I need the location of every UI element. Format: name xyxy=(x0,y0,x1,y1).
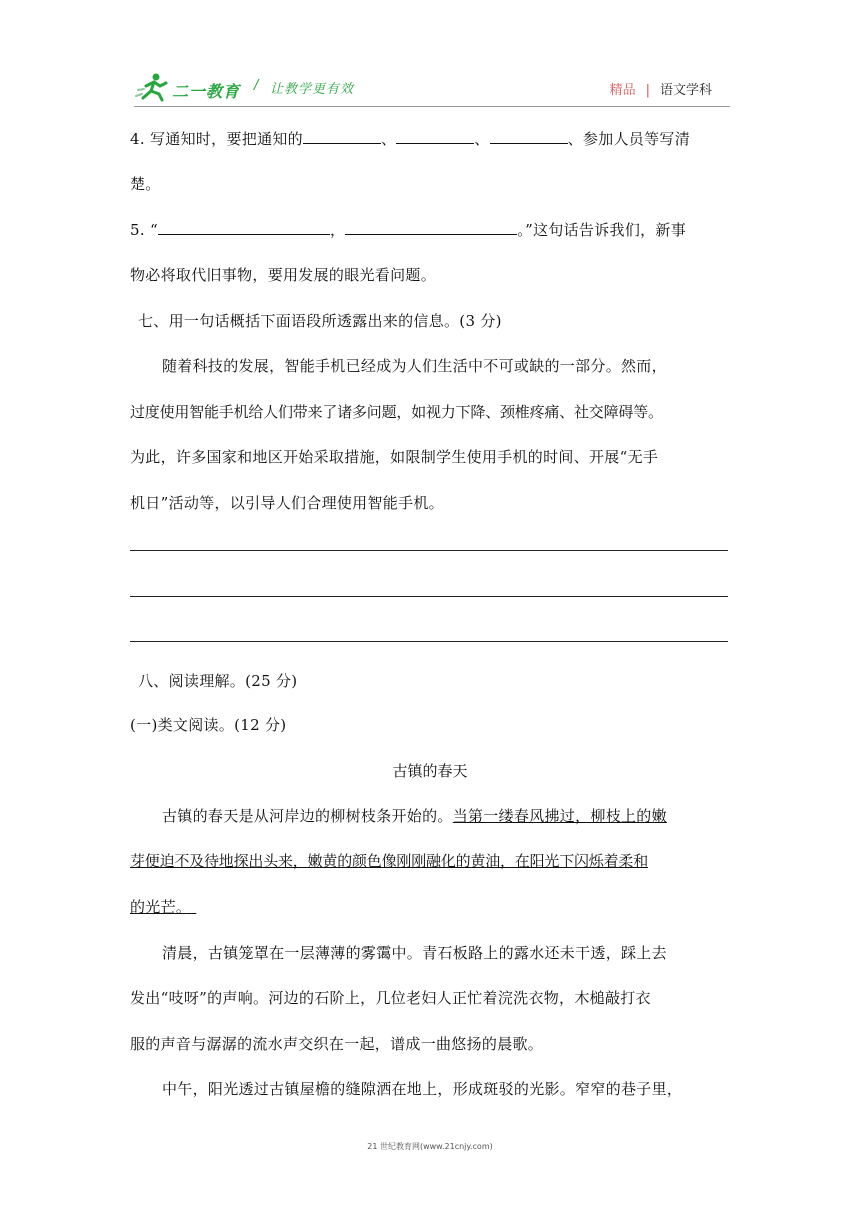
tag-quality: 精品 xyxy=(609,83,636,98)
q4-text-start: 4. 写通知时，要把通知的 xyxy=(130,130,303,148)
q5-mid: ， xyxy=(329,221,346,239)
q4-sep-1: 、 xyxy=(380,130,397,148)
article-p2-line: 服的声音与潺潺的流水声交织在一起，谱成一曲悠扬的晨歌。 xyxy=(130,1035,544,1053)
header-slash: / xyxy=(254,78,259,93)
section-7-para-line: 为此，许多国家和地区开始采取措施，如限制学生使用手机的时间、开展“无手 xyxy=(130,448,659,466)
p1-underlined-text: 当第一缕春风拂过，柳枝上的嫩 xyxy=(452,807,667,825)
article-p2-line: 清晨，古镇笼罩在一层薄薄的雾霭中。青石板路上的露水还未干透，踩上去 xyxy=(162,944,667,962)
article-p3-line: 中午，阳光透过古镇屋檐的缝隙洒在地上，形成斑驳的光影。窄窄的巷子里， xyxy=(162,1080,683,1098)
question-5-line-2: 物必将取代旧事物，要用发展的眼光看问题。 xyxy=(130,266,437,284)
article-p1-line-1 xyxy=(162,805,762,826)
q4-blank-1[interactable] xyxy=(303,129,381,144)
tag-separator: | xyxy=(645,83,650,98)
article-p1-line-2: 芽便迫不及待地探出头来，嫩黄的颜色像刚刚融化的黄油，在阳光下闪烁着柔和 xyxy=(130,852,649,870)
answer-line[interactable] xyxy=(130,550,728,551)
question-5-line-1 xyxy=(130,219,730,240)
q5-blank-1[interactable] xyxy=(158,220,330,235)
subject-tag xyxy=(610,79,712,98)
article-title: 古镇的春天 xyxy=(392,762,468,780)
answer-line[interactable] xyxy=(130,596,728,597)
logo-text: 二一教育 xyxy=(172,82,241,101)
q5-blank-2[interactable] xyxy=(345,220,517,235)
runner-logo-icon xyxy=(134,72,174,102)
answer-line[interactable] xyxy=(130,641,728,642)
tag-subject: 语文学科 xyxy=(659,83,712,98)
page-header xyxy=(134,70,730,107)
p1-underlined-text: 的光芒。 xyxy=(130,898,192,916)
logo xyxy=(134,72,246,102)
article-p2-line: 发出“吱呀”的声响。河边的石阶上，几位老妇人正忙着浣洗衣物，木槌敲打衣 xyxy=(130,989,651,1007)
page-footer: 21 世纪教育网(www.21cnjy.com) xyxy=(367,1142,493,1151)
section-8-subheading: (一)类文阅读。(12 分) xyxy=(130,716,287,734)
q5-end: 。”这句话告诉我们，新事 xyxy=(517,221,687,239)
header-slogan: 让教学更有效 xyxy=(270,82,355,97)
q4-blank-2[interactable] xyxy=(396,129,474,144)
section-8-heading: 八、阅读理解。(25 分) xyxy=(138,672,298,690)
section-7-heading: 七、用一句话概括下面语段所透露出来的信息。(3 分) xyxy=(138,312,502,330)
question-4-line-2: 楚。 xyxy=(130,175,161,193)
section-7-para-line: 随着科技的发展，智能手机已经成为人们生活中不可或缺的一部分。然而， xyxy=(162,357,667,375)
article-p1-line-3 xyxy=(130,896,730,917)
section-7-para-line: 过度使用智能手机给人们带来了诸多问题，如视力下降、颈椎疼痛、社交障碍等。 xyxy=(130,403,663,421)
q4-blank-3[interactable] xyxy=(490,129,568,144)
section-7-para-line: 机日”活动等，以引导人们合理使用智能手机。 xyxy=(130,494,444,512)
q4-text-end: 、参加人员等写清 xyxy=(567,130,691,148)
q4-sep-2: 、 xyxy=(474,130,490,148)
q5-open: 5. “ xyxy=(130,221,158,239)
p1-plain-text: 古镇的春天是从河岸边的柳树枝条开始的。 xyxy=(162,807,453,825)
question-4-line-1 xyxy=(130,128,730,149)
